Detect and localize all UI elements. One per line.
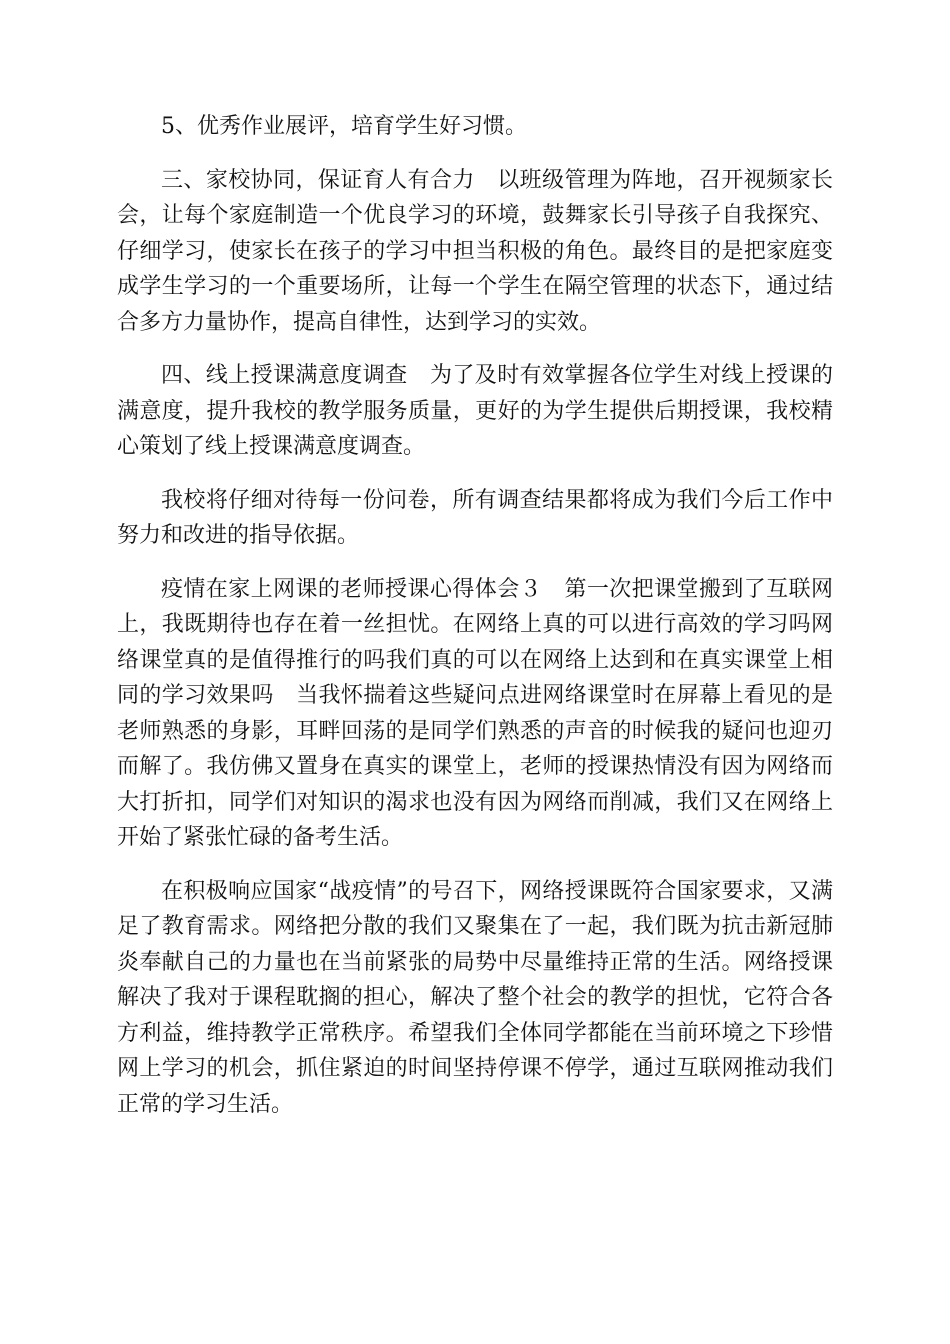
- paragraph-home-school-cooperation: 三、家校协同，保证育人有合力 以班级管理为阵地，召开视频家长会，让每个家庭制造一个优良学习的环境，鼓舞家长引导孩子自我探究、仔细学习，使家长在孩子的学习中担当积极的角色。最终目的是把家庭变成学生学习的一个重要场所，让每一个学生在隔空管理的状态下，通过结合多方力量协作，提高自律性，达到学习的实效。: [117, 167, 833, 335]
- document-body: [117, 109, 833, 1140]
- paragraph-questionnaire: 我校将仔细对待每一份问卷，所有调查结果都将成为我们今后工作中努力和改进的指导依据。: [117, 487, 833, 548]
- paragraph-homework-review: 5、优秀作业展评，培育学生好习惯。: [161, 114, 527, 139]
- paragraph-satisfaction-survey: 四、线上授课满意度调查 为了及时有效掌握各位学生对线上授课的满意度，提升我校的教学服务质量，更好的为学生提供后期授课，我校精心策划了线上授课满意度调查。: [117, 363, 833, 459]
- paragraph-teacher-experience: 疫情在家上网课的老师授课心得体会３ 第一次把课堂搬到了互联网上，我既期待也存在着一丝担忧。在网络上真的可以进行高效的学习吗网络课堂真的是值得推行的吗我们真的可以在网络上达到和在真实课堂上相同的学习效果吗 当我怀揣着这些疑问点进网络课堂时在屏幕上看见的是老师熟悉的身影，耳畔回荡的是同学们熟悉的声音的时候我的疑问也迎刃而解了。我仿佛又置身在真实的课堂上，老师的授课热情没有因为网络而大打折扣，同学们对知识的渴求也没有因为网络而削减，我们又在网络上开始了紧张忙碌的备考生活。: [117, 576, 833, 850]
- paragraph-online-teaching: 在积极响应国家“战疫情”的号召下，网络授课既符合国家要求，又满足了教育需求。网络把分散的我们又聚集在了一起，我们既为抗击新冠肺炎奉献自己的力量也在当前紧张的局势中尽量维持正常的生活。网络授课解决了我对于课程耽搁的担心，解决了整个社会的教学的担忧，它符合各方利益，维持教学正常秩序。希望我们全体同学都能在当前环境之下珍惜网上学习的机会，抓住紧迫的时间坚持停课不停学，通过互联网推动我们正常的学习生活。: [117, 878, 833, 1117]
